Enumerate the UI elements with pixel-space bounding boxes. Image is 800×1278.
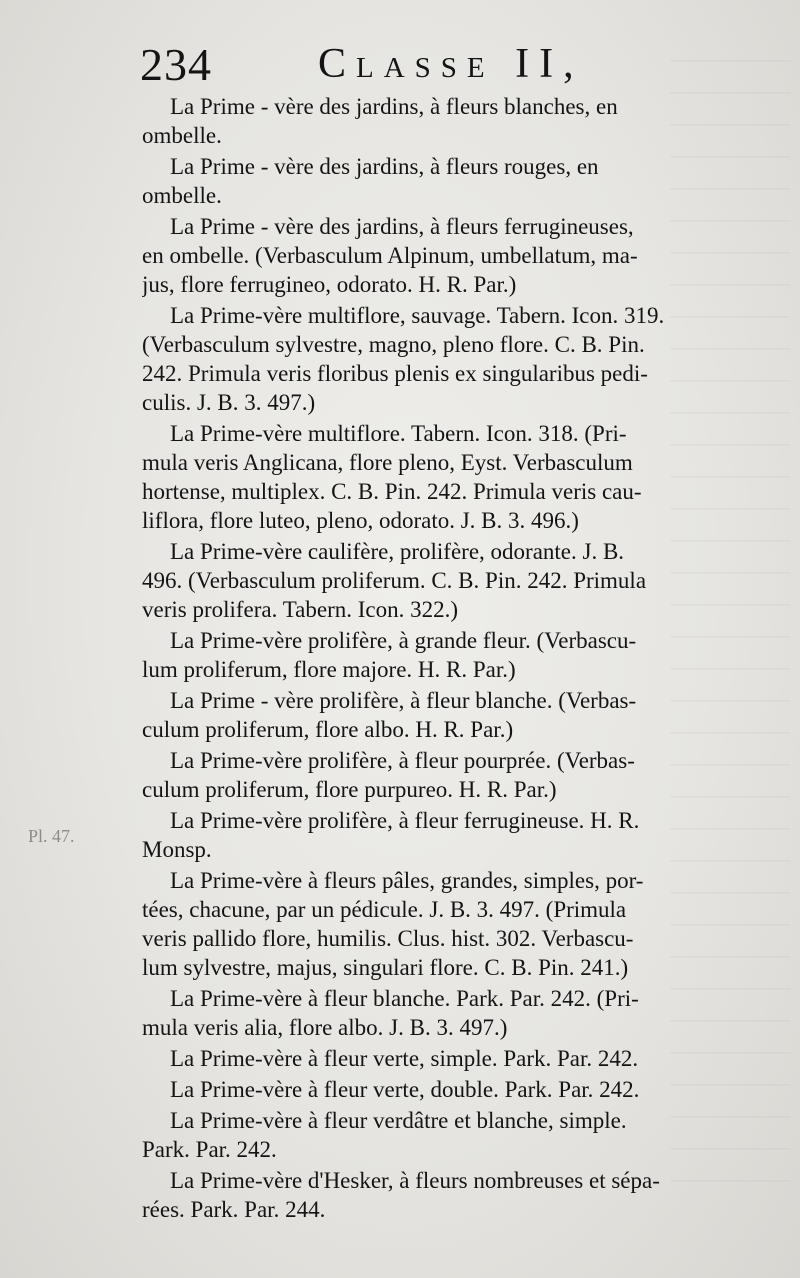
text-line: rées. Park. Par. 244. — [142, 1197, 326, 1222]
entry-paragraph — [142, 806, 760, 864]
text-line: La Prime-vère multiflore. Tabern. Icon. 318. (Pri- — [170, 421, 627, 446]
text-line: La Prime-vère multiflore, sauvage. Tabern. Icon. 319. — [170, 303, 665, 328]
entry-paragraph — [142, 537, 760, 624]
entry-paragraph — [142, 984, 760, 1042]
text-line: La Prime-vère à fleur verte, simple. Park. Par. 242. — [170, 1046, 639, 1071]
text-line: La Prime - vère prolifère, à fleur blanche. (Verbas- — [170, 688, 637, 713]
entry-paragraph — [142, 1075, 760, 1104]
text-line: La Prime-vère prolifère, à grande fleur. (Verbascu- — [170, 628, 637, 653]
entry-paragraph — [142, 152, 760, 210]
text-line: mula veris alia, flore albo. J. B. 3. 497.) — [142, 1015, 508, 1040]
text-line: tées, chacune, par un pédicule. J. B. 3. 497. (Primula — [142, 897, 627, 922]
entry-paragraph — [142, 92, 760, 150]
text-line: culum proliferum, flore albo. H. R. Par.) — [142, 717, 514, 742]
text-line: 242. Primula veris floribus plenis ex singularibus pedi- — [142, 361, 648, 386]
text-line: 496. (Verbasculum proliferum. C. B. Pin. 242. Primula — [142, 568, 647, 593]
page-number: 234 — [140, 39, 212, 90]
running-title: Classe II, — [318, 41, 584, 87]
text-line: La Prime-vère caulifère, prolifère, odorante. J. B. — [170, 539, 625, 564]
text-line: hortense, multiplex. C. B. Pin. 242. Primula veris cau- — [142, 479, 642, 504]
text-line: veris pallido flore, humilis. Clus. hist. 302. Verbascu- — [142, 926, 634, 951]
text-line: (Verbasculum sylvestre, magno, pleno flore. C. B. Pin. — [142, 332, 645, 357]
text-line: La Prime-vère à fleur verdâtre et blanche, simple. — [170, 1108, 627, 1133]
text-line: La Prime-vère à fleur blanche. Park. Par. 242. (Pri- — [170, 986, 639, 1011]
text-line: La Prime - vère des jardins, à fleurs blanches, en — [170, 94, 618, 119]
text-line: ombelle. — [142, 123, 222, 148]
text-line: culum proliferum, flore purpureo. H. R. Par.) — [142, 777, 557, 802]
text-line: mula veris Anglicana, flore pleno, Eyst. Verbasculum — [142, 450, 633, 475]
body-text — [142, 92, 760, 1224]
text-line: veris prolifera. Tabern. Icon. 322.) — [142, 597, 459, 622]
text-line: La Prime-vère à fleur verte, double. Park. Par. 242. — [170, 1077, 640, 1102]
page-header — [140, 38, 620, 94]
margin-note: Pl. 47. — [28, 826, 75, 846]
entry-paragraph — [142, 1044, 760, 1073]
entry-paragraph — [142, 301, 760, 417]
text-line: La Prime - vère des jardins, à fleurs ferrugineuses, — [170, 214, 634, 239]
entry-paragraph — [142, 1166, 760, 1224]
text-line: jus, flore ferrugineo, odorato. H. R. Par.) — [142, 272, 517, 297]
text-line: culis. J. B. 3. 497.) — [142, 390, 316, 415]
text-line: lum proliferum, flore majore. H. R. Par.) — [142, 657, 516, 682]
text-line: La Prime-vère à fleurs pâles, grandes, simples, por- — [170, 868, 644, 893]
text-line: La Prime-vère d'Hesker, à fleurs nombreuses et sépa- — [170, 1168, 660, 1193]
text-line: La Prime - vère des jardins, à fleurs rouges, en — [170, 154, 599, 179]
entry-paragraph — [142, 1106, 760, 1164]
text-line: en ombelle. (Verbasculum Alpinum, umbellatum, ma- — [142, 243, 638, 268]
entry-paragraph — [142, 686, 760, 744]
entry-paragraph — [142, 419, 760, 535]
text-line: lum sylvestre, majus, singulari flore. C. B. Pin. 241.) — [142, 955, 629, 980]
text-line: liflora, flore luteo, pleno, odorato. J. B. 3. 496.) — [142, 508, 579, 533]
text-line: La Prime-vère prolifère, à fleur ferrugineuse. H. R. — [170, 808, 640, 833]
text-line: Park. Par. 242. — [142, 1137, 277, 1162]
entry-paragraph — [142, 746, 760, 804]
entry-paragraph — [142, 866, 760, 982]
entry-paragraph — [142, 626, 760, 684]
text-line: Monsp. — [142, 837, 212, 862]
text-line: ombelle. — [142, 183, 222, 208]
text-line: La Prime-vère prolifère, à fleur pourprée. (Verbas- — [170, 748, 635, 773]
entry-paragraph — [142, 212, 760, 299]
